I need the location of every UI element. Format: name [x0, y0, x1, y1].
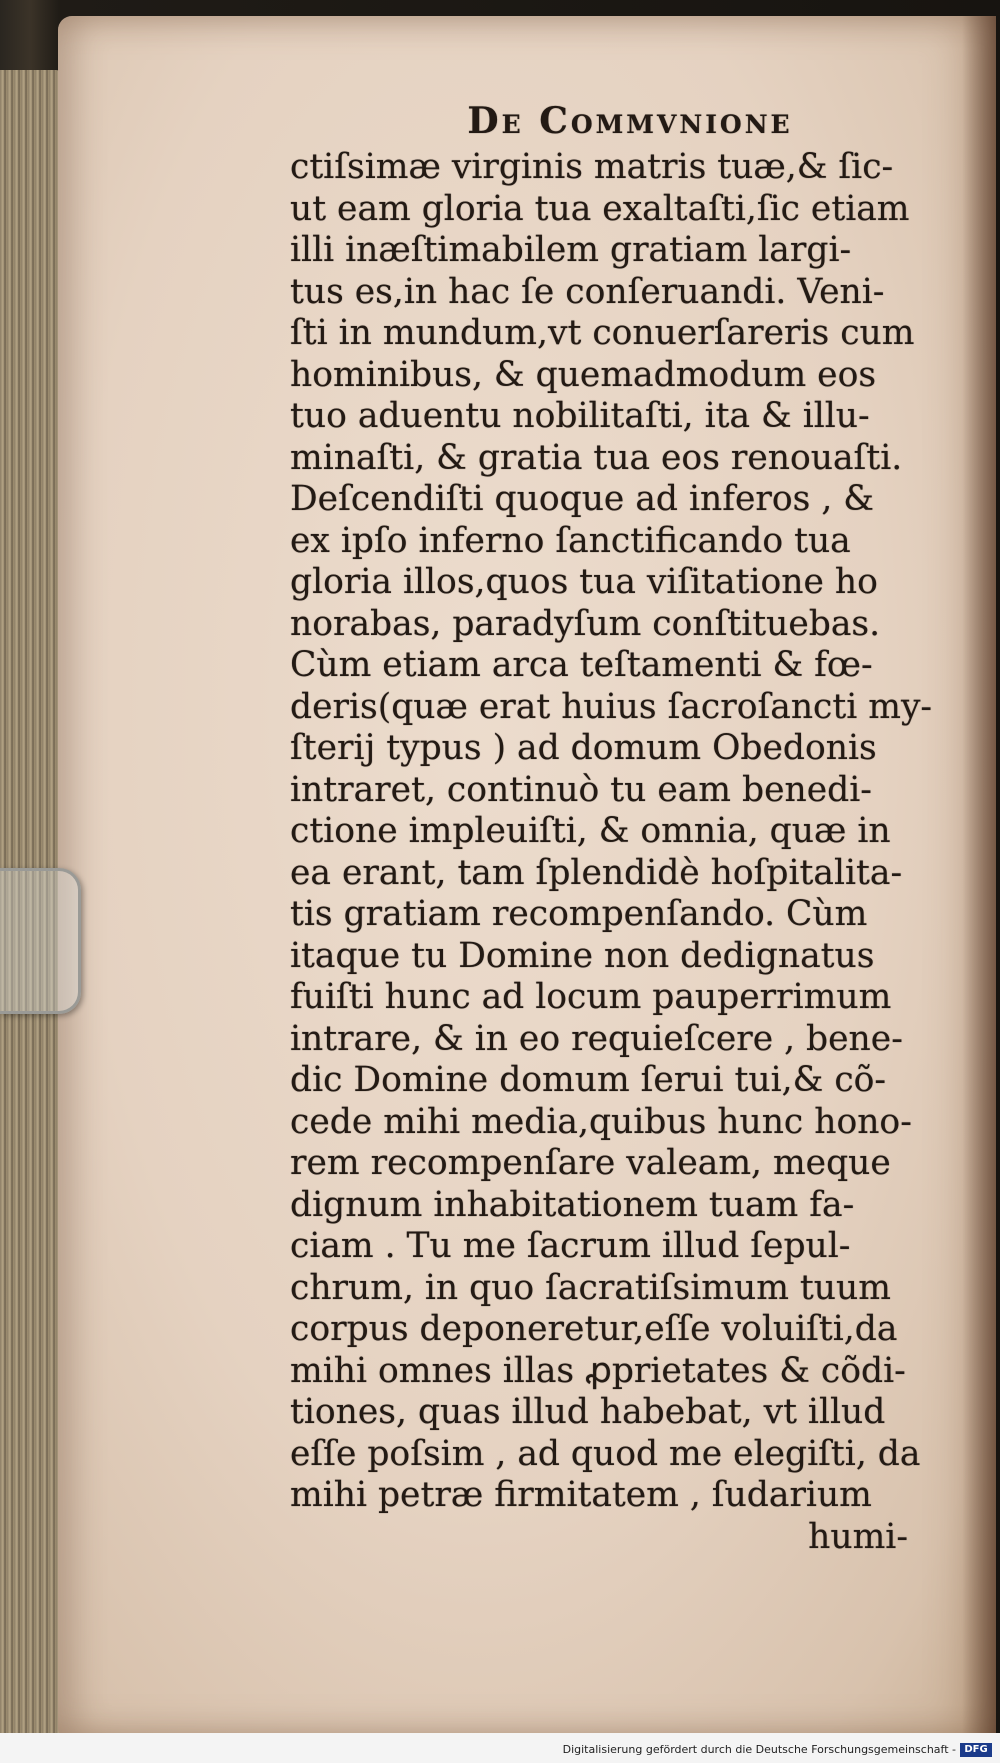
- text-line: Deſcendiſti quoque ad inferos , &: [290, 479, 874, 519]
- text-line: ea erant, tam ſplendidè hoſpitalita-: [290, 852, 903, 893]
- text-line: rem recompenſare valeam, meque: [290, 1143, 891, 1183]
- text-line: deris(quæ erat huius ſacroſancti my-: [290, 686, 933, 727]
- text-line: tus es,in hac ſe conſeruandi. Veni-: [290, 271, 885, 312]
- text-line: eſſe poſsim , ad quod me elegiſti, da: [290, 1433, 921, 1474]
- text-line: ciam . Tu me ſacrum illud ſepul-: [290, 1226, 851, 1266]
- text-line: ſterij typus ) ad domum Obedonis: [290, 728, 877, 768]
- page-text: [290, 95, 933, 1558]
- text-line: corpus deponeretur,eſſe voluiſti,da: [290, 1309, 898, 1349]
- text-line: ctione impleuiſti, & omnia, quæ in: [290, 811, 891, 851]
- running-head: De Commvnione: [467, 100, 793, 142]
- text-line: tuo aduentu nobilitaſti, ita & illu-: [290, 396, 870, 436]
- text-line: hominibus, & quemadmodum eos: [290, 354, 877, 395]
- text-line: fuiſti hunc ad locum pauperrimum: [290, 977, 892, 1017]
- text-line: gloria illos,quos tua viſitatione ho: [290, 562, 878, 602]
- text-line: mihi omnes illas ꝓprietates & cõdi-: [290, 1350, 906, 1391]
- text-line: ex ipſo inferno ſanctificando tua: [290, 520, 851, 561]
- text-line: dignum inhabitationem tuam fa-: [290, 1184, 855, 1225]
- text-line: tiones, quas illud habebat, vt illud: [290, 1392, 886, 1432]
- footer-bar: [0, 1733, 1000, 1763]
- text-line: mihi petræ firmitatem , ſudarium: [290, 1475, 872, 1515]
- text-line: tis gratiam recompenſando. Cùm: [290, 894, 868, 934]
- text-line: Cùm etiam arca teſtamenti & fœ-: [290, 645, 873, 685]
- text-line: dic Domine domum ſerui tui,& cõ-: [290, 1060, 887, 1100]
- gutter-shadow: [962, 16, 996, 1738]
- text-line: intraret, continuò tu eam benedi-: [290, 769, 872, 810]
- text-line: intrare, & in eo requieſcere , bene-: [290, 1018, 903, 1059]
- text-line: norabas, paradyſum conſtituebas.: [290, 603, 881, 644]
- text-line: cede mihi media,quibus hunc hono-: [290, 1101, 912, 1142]
- text-line: ſti in mundum,vt conuerſareris cum: [290, 313, 915, 353]
- text-line: minaſti, & gratia tua eos renouaſti.: [290, 437, 903, 478]
- text-line: chrum, in quo ſacratiſsimum tuum: [290, 1267, 891, 1308]
- page-clip: [0, 868, 81, 1014]
- dfg-logo: DFG: [960, 1743, 992, 1757]
- text-lines: [290, 147, 933, 1517]
- text-line: ctiſsimæ virginis matris tuæ,& ſic-: [290, 147, 894, 187]
- text-line: itaque tu Domine non dedignatus: [290, 935, 875, 976]
- catchword: humi-: [808, 1516, 908, 1557]
- text-line: illi inæſtimabilem gratiam largi-: [290, 230, 852, 270]
- text-line: ut eam gloria tua exaltaſti,ſic etiam: [290, 188, 910, 229]
- footer-credit: Digitalisierung gefördert durch die Deutsche Forschungsgemeinschaft -: [562, 1743, 956, 1756]
